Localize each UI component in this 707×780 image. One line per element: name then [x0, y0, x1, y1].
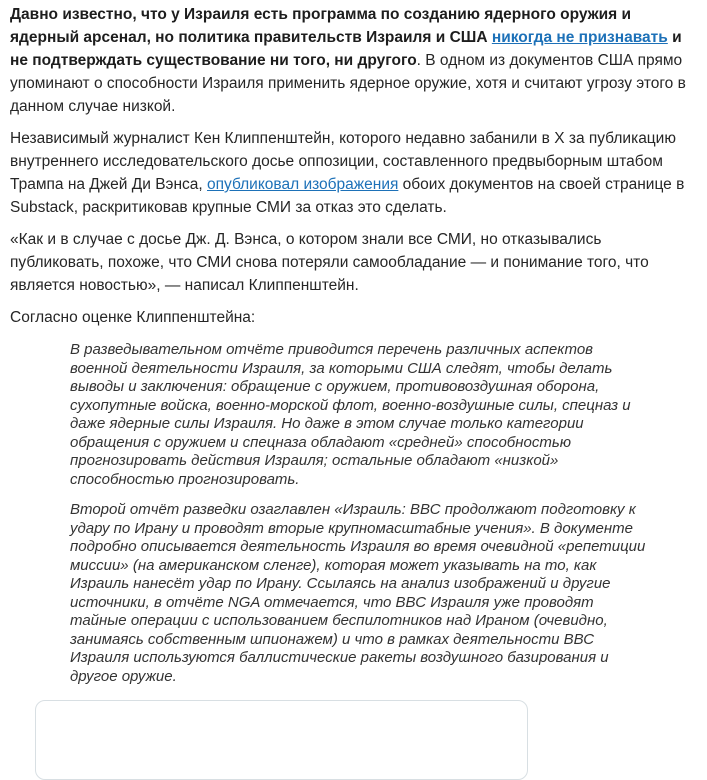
intelligence-report-blockquote: [70, 341, 648, 686]
intro-paragraph: [10, 3, 698, 118]
intro-bold-lead: Давно известно, что у Израиля есть программа по созданию ядерного оружия и ядерный арсенал, но политика правительств Израиля и США: [10, 6, 632, 46]
klippenstein-quote-paragraph: «Как и в случае с досье Дж. Д. Вэнса, о котором знали все СМИ, но отказывались публиковать, похоже, что СМИ снова потеряли самообладание — и понимание того, что является новостью», — написал Клиппенштейн.: [10, 231, 649, 294]
published-images-link[interactable]: опубликовал изображения: [207, 176, 399, 193]
intro-bold-tail: и не подтверждать существование ни того, ни другого: [10, 29, 682, 69]
blockquote-paragraph-2: Второй отчёт разведки озаглавлен «Израиль: ВВС продолжают подготовку к удару по Ирану и проводят вторые крупномасштабные учения». В документе подробно описывается деятельность Израиля во время очевидной «репетиции миссии» (на американском сленге), которая может указывать на то, как Израиль нанесёт удар по Ирану. Ссылаясь на анализ изображений и другие источники, в отчёте NGA отмечается, что ВВС Израиля уже проводят тайные операции с использованием беспилотников над Ираном (очевидно, занимаясь собственным шпионажем) и что в рамках деятельности ВВС Израиля используются баллистические ракеты воздушного базирования и другое оружие.: [70, 501, 646, 685]
intro-rest: . В одном из документов США прямо упоминают о способности Израиля применить ядерное оружие, хотя и считают угрозу этого в данном случае низкой.: [10, 52, 686, 115]
journalist-paragraph: [10, 127, 698, 219]
assessment-intro-paragraph: Согласно оценке Клиппенштейна:: [10, 309, 256, 326]
blockquote-paragraph-1: В разведывательном отчёте приводится перечень различных аспектов военной деятельности Израиля, за которыми США следят, чтобы делать выводы и заключения: обращение с оружием, противовоздушная оборона, сухопутные войска, военно-морской флот, военно-воздушные силы, спецназ и даже ядерные силы Израиля. Но даже в этом случае только категории обращения с оружием и спецназа обладают «средней» способностью прогнозировать действия Израиля; остальные обладают «низкой» способностью прогнозировать.: [70, 341, 631, 488]
journalist-tail: обоих документов на своей странице в Substack, раскритиковав крупные СМИ за отказ это сделать.: [10, 176, 685, 216]
never-admit-link[interactable]: никогда не признавать: [491, 29, 668, 46]
embedded-document-card[interactable]: [35, 700, 528, 780]
journalist-lead: Независимый журналист Кен Клиппенштейн, которого недавно забанили в X за публикацию внутреннего исследовательского досье оппозиции, составленного предвыборным штабом Трампа на Джей Ди Вэнса,: [10, 130, 676, 193]
